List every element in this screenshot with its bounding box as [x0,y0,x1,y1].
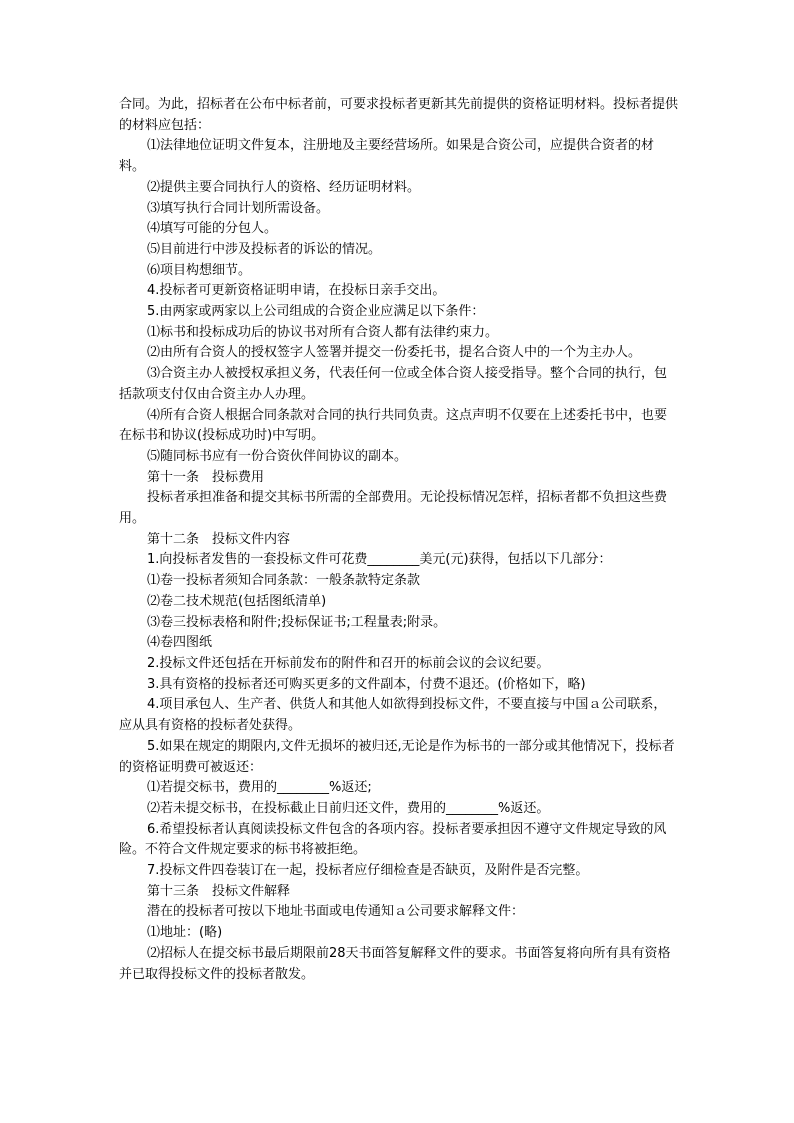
paragraph: ⑵招标人在提交标书最后期限前28天书面答复解释文件的要求。书面答复将向所有具有资格并已取得投标文件的投标者散发。 [119,945,671,982]
paragraph: 2.投标文件还包括在开标前发布的附件和召开的标前会议的会议纪要。 [147,655,550,671]
paragraph: 1.向投标者发售的一套投标文件可花费________美元(元)获得，包括以下几部分： [147,552,612,568]
paragraph: 4.项目承包人、生产者、供货人和其他人如欲得到投标文件，不要直接与中国ａ公司联系，应从具有资格的投标者处获得。 [119,697,667,734]
paragraph: 5.由两家或两家以上公司组成的合资企业应满足以下条件： [147,304,485,320]
paragraph: 5.如果在规定的期限内,文件无损坏的被归还,无论是作为标书的一部分或其他情况下，投标者的资格证明费可被返还： [119,738,675,775]
paragraph: ⑹项目构想细节。 [147,262,252,278]
paragraph: ⑷填写可能的分包人。 [147,221,278,237]
paragraph: 投标者承担准备和提交其标书所需的全部费用。无论投标情况怎样，招标者都不负担这些费用。 [119,490,668,527]
paragraph: ⑸目前进行中涉及投标者的诉讼的情况。 [147,241,382,257]
paragraph: ⑵提供主要合同执行人的资格、经历证明材料。 [147,179,421,195]
paragraph: ⑴卷一投标者须知合同条款：一般条款特定条款 [147,573,421,589]
paragraph: ⑶卷三投标表格和附件;投标保证书;工程量表;附录。 [147,614,447,630]
paragraph: ⑸随同标书应有一份合资伙伴间协议的副本。 [147,448,408,464]
paragraph: ⑵卷二技术规范(包括图纸清单) [147,593,327,609]
paragraph: ⑴标书和投标成功后的协议书对所有合资人都有法律约束力。 [147,324,499,340]
paragraph: ⑵由所有合资人的授权签字人签署并提交一份委托书，提名合资人中的一个为主办人。 [147,345,642,361]
paragraph: 潜在的投标者可按以下地址书面或电传通知ａ公司要求解释文件： [147,904,525,920]
paragraph: ⑴若提交标书，费用的________%返还; [147,780,372,796]
section-heading: 第十二条 投标文件内容 [147,531,291,547]
paragraph: 7.投标文件四卷装订在一起，投标者应仔细检查是否缺页，及附件是否完整。 [147,863,589,879]
section-heading: 第十三条 投标文件解释 [147,883,291,899]
paragraph: ⑶合资主办人被授权承担义务，代表任何一位或全体合资人接受指导。整个合同的执行，包括款项支付仅由合资主办人办理。 [119,366,668,402]
paragraph: 合同。为此，招标者在公布中标者前，可要求投标者更新其先前提供的资格证明材料。投标者提供的材料应包括： [119,97,679,133]
paragraph: ⑷卷四图纸 [147,635,213,651]
document-body [119,95,679,985]
paragraph: 6.希望投标者认真阅读投标文件包含的各项内容。投标者要承担因不遵守文件规定导致的风险。不符合文件规定要求的标书将被拒绝。 [119,821,667,858]
section-heading: 第十一条 投标费用 [147,469,265,485]
paragraph: 3.具有资格的投标者还可购买更多的文件副本，付费不退还。(价格如下，略) [147,676,586,692]
paragraph: ⑵若未提交标书，在投标截止日前归还文件，费用的________%返还。 [147,800,550,816]
paragraph: 4.投标者可更新资格证明申请，在投标日亲手交出。 [147,283,446,299]
paragraph: ⑶填写执行合同计划所需设备。 [147,200,330,216]
paragraph: ⑴地址：(略) [147,925,223,941]
paragraph: ⑷所有合资人根据合同条款对合同的执行共同负责。这点声明不仅要在上述委托书中，也要在标书和协议(投标成功时)中写明。 [119,407,668,444]
paragraph: ⑴法律地位证明文件复本，注册地及主要经营场所。如果是合资公司，应提供合资者的材料。 [119,138,655,175]
